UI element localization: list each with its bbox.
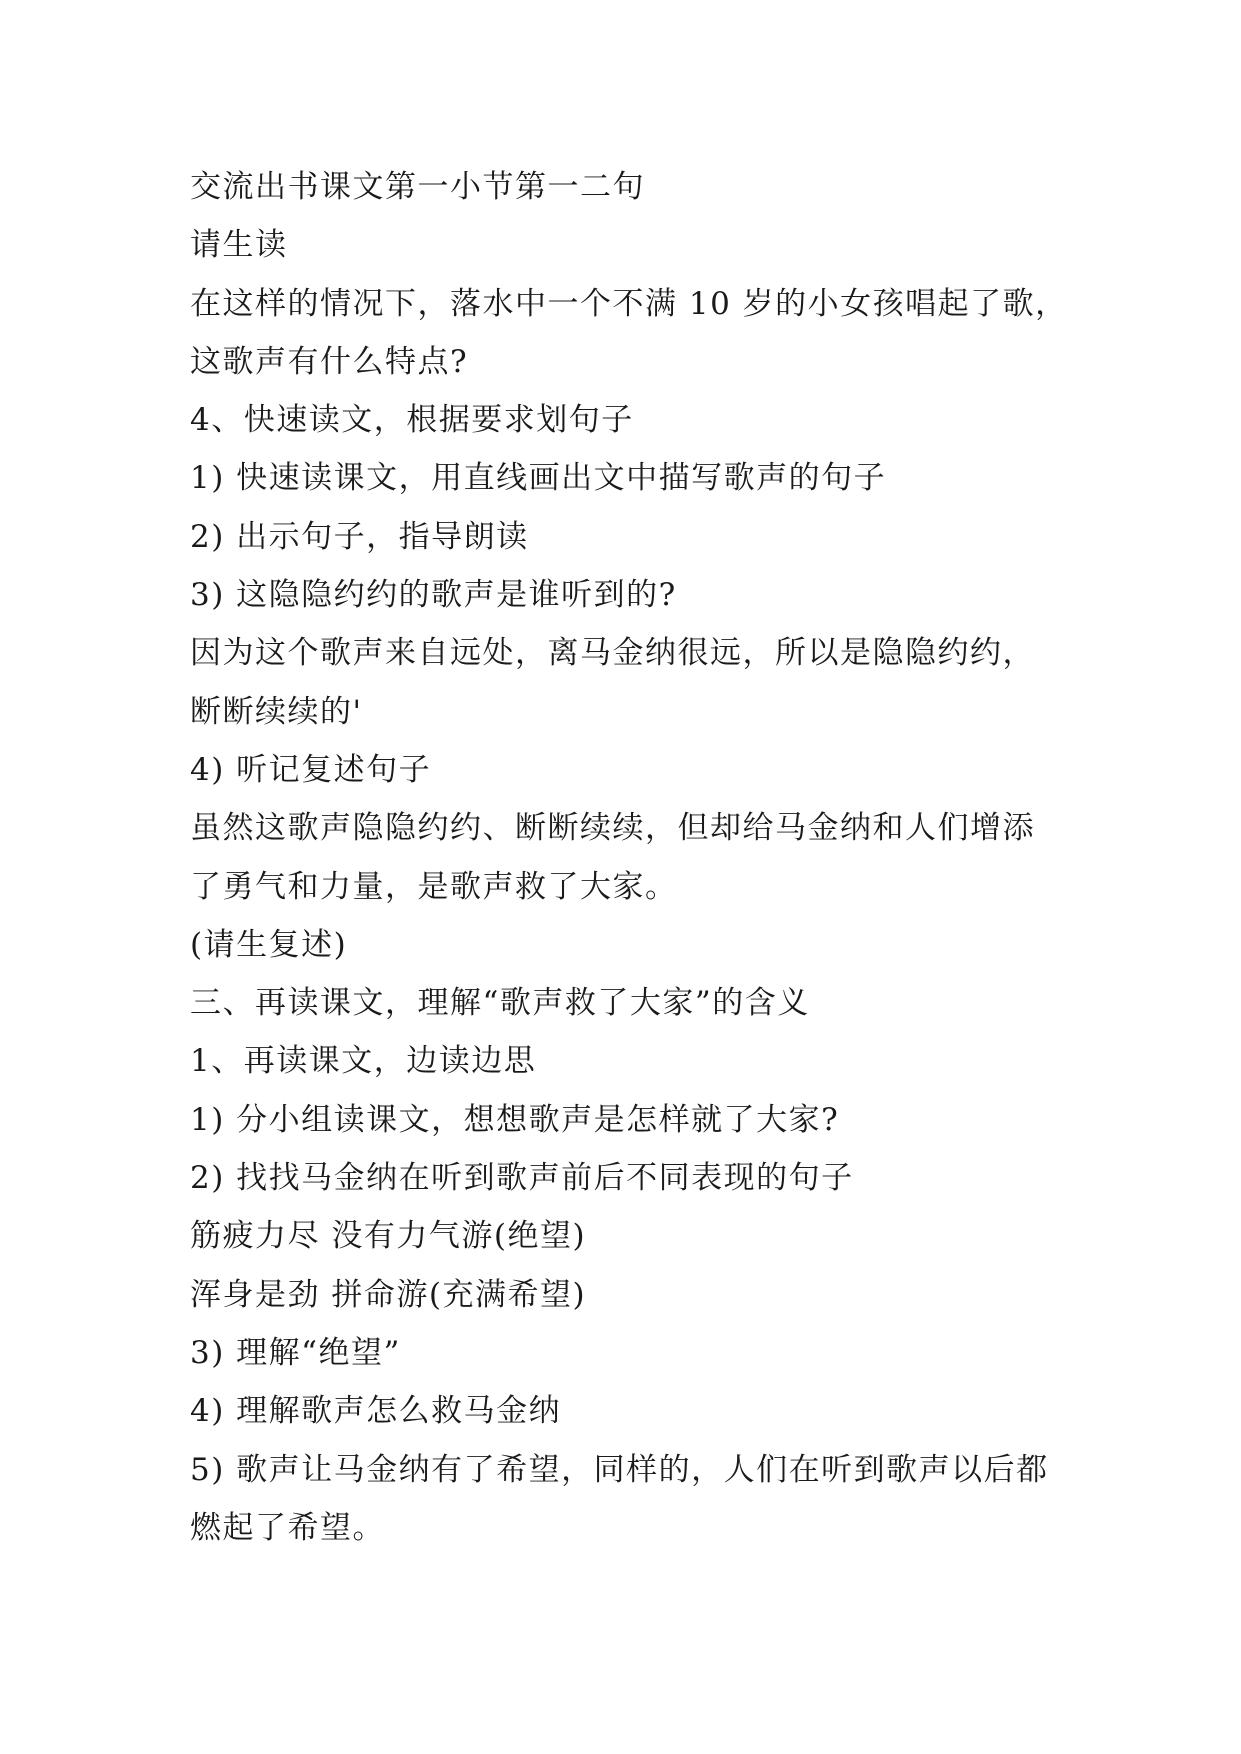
text-line: 三、再读课文，理解“歌声救了大家”的含义 xyxy=(190,985,810,1022)
text-line: 浑身是劲 拼命游(充满希望) xyxy=(190,1276,587,1313)
text-line: 5) 歌声让马金纳有了希望，同样的，人们在听到歌声以后都 xyxy=(190,1451,1049,1488)
text-line: 4) 理解歌声怎么救马金纳 xyxy=(190,1393,562,1430)
text-line: 3) 这隐隐约约的歌声是谁听到的? xyxy=(190,577,677,614)
text-line: 了勇气和力量，是歌声救了大家。 xyxy=(190,868,678,905)
text-line: 在这样的情况下，落水中一个不满 10 岁的小女孩唱起了歌， xyxy=(190,285,1068,322)
text-line: 3) 理解“绝望” xyxy=(190,1334,401,1371)
text-line: 断断续续的' xyxy=(190,693,363,730)
document-body xyxy=(190,158,1070,1557)
text-line: 4、快速读文，根据要求划句子 xyxy=(190,402,634,439)
text-line: 4) 听记复述句子 xyxy=(190,751,432,788)
text-line: 1、再读课文，边读边思 xyxy=(190,1043,537,1080)
text-line: 燃起了希望。 xyxy=(190,1509,385,1546)
text-line: 筋疲力尽 没有力气游(绝望) xyxy=(190,1218,587,1255)
text-line: 这歌声有什么特点? xyxy=(190,343,469,380)
text-line: 因为这个歌声来自远处，离马金纳很远，所以是隐隐约约， xyxy=(190,635,1035,672)
text-line: 1) 快速读课文，用直线画出文中描写歌声的句子 xyxy=(190,460,887,497)
text-line: 1) 分小组读课文，想想歌声是怎样就了大家? xyxy=(190,1101,840,1138)
text-line: 交流出书课文第一小节第一二句 xyxy=(190,169,645,205)
text-line: 虽然这歌声隐隐约约、断断续续，但却给马金纳和人们增添 xyxy=(190,810,1035,847)
text-line: 请生读 xyxy=(190,227,288,264)
text-line: 2) 找找马金纳在听到歌声前后不同表现的句子 xyxy=(190,1160,854,1197)
text-line: 2) 出示句子，指导朗读 xyxy=(190,518,529,555)
text-line: (请生复述) xyxy=(190,926,348,963)
